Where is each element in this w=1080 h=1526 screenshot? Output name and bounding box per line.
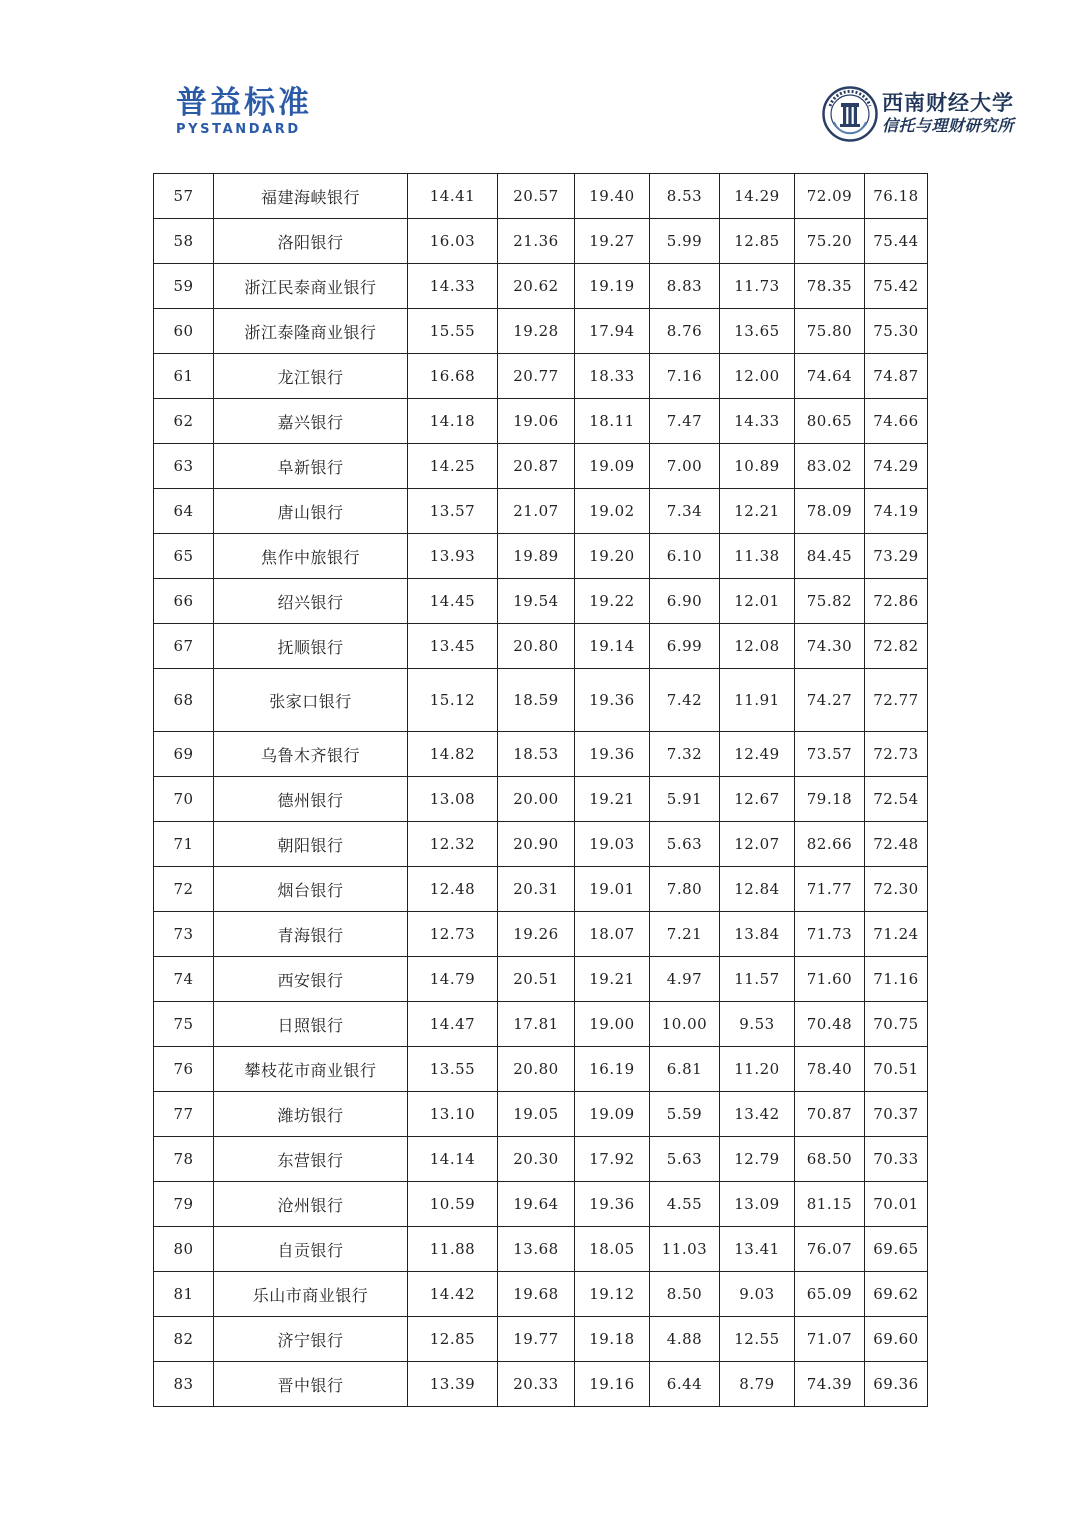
score-cell-4: 10.00 (650, 1002, 720, 1047)
score-cell-2: 20.62 (498, 264, 575, 309)
bank-name-cell: 嘉兴银行 (214, 399, 408, 444)
score-cell-2: 20.87 (498, 444, 575, 489)
score-cell-3: 19.09 (575, 444, 650, 489)
total-score-cell: 72.82 (865, 624, 928, 669)
table-row (154, 1362, 928, 1407)
score-cell-5: 12.07 (720, 822, 795, 867)
score-cell-3: 19.36 (575, 1182, 650, 1227)
score-cell-2: 19.28 (498, 309, 575, 354)
score-cell-1: 13.10 (408, 1092, 498, 1137)
score-cell-3: 19.00 (575, 1002, 650, 1047)
score-cell-6: 78.40 (795, 1047, 865, 1092)
score-cell-3: 18.11 (575, 399, 650, 444)
rank-cell: 71 (154, 822, 214, 867)
total-score-cell: 75.42 (865, 264, 928, 309)
bank-name-cell: 浙江民泰商业银行 (214, 264, 408, 309)
score-cell-6: 78.35 (795, 264, 865, 309)
bank-name-cell: 晋中银行 (214, 1362, 408, 1407)
bank-name-cell: 龙江银行 (214, 354, 408, 399)
score-cell-2: 19.64 (498, 1182, 575, 1227)
score-cell-1: 13.45 (408, 624, 498, 669)
table-row (154, 579, 928, 624)
score-cell-2: 19.06 (498, 399, 575, 444)
rank-cell: 81 (154, 1272, 214, 1317)
score-cell-3: 19.21 (575, 957, 650, 1002)
score-cell-4: 7.00 (650, 444, 720, 489)
bank-name-cell: 日照银行 (214, 1002, 408, 1047)
score-cell-1: 13.39 (408, 1362, 498, 1407)
bank-name-cell: 青海银行 (214, 912, 408, 957)
rank-cell: 57 (154, 174, 214, 219)
score-cell-1: 13.57 (408, 489, 498, 534)
rank-cell: 73 (154, 912, 214, 957)
table-row (154, 1092, 928, 1137)
score-cell-3: 19.19 (575, 264, 650, 309)
score-cell-4: 4.97 (650, 957, 720, 1002)
score-cell-4: 7.34 (650, 489, 720, 534)
score-cell-4: 5.63 (650, 822, 720, 867)
bank-name-cell: 焦作中旅银行 (214, 534, 408, 579)
table-row (154, 264, 928, 309)
score-cell-5: 12.79 (720, 1137, 795, 1182)
rank-cell: 68 (154, 669, 214, 732)
bank-name-cell: 福建海峡银行 (214, 174, 408, 219)
total-score-cell: 72.73 (865, 732, 928, 777)
total-score-cell: 70.01 (865, 1182, 928, 1227)
table-row (154, 1002, 928, 1047)
logo-english-text: PYSTANDARD (176, 122, 301, 137)
university-name: 西南财经大学 (882, 90, 1014, 115)
score-cell-3: 19.20 (575, 534, 650, 579)
score-cell-1: 14.45 (408, 579, 498, 624)
score-cell-4: 8.50 (650, 1272, 720, 1317)
score-cell-2: 20.77 (498, 354, 575, 399)
score-cell-3: 19.40 (575, 174, 650, 219)
bank-name-cell: 西安银行 (214, 957, 408, 1002)
bank-ranking-table (153, 173, 928, 1407)
bank-name-cell: 自贡银行 (214, 1227, 408, 1272)
table-row (154, 399, 928, 444)
total-score-cell: 69.36 (865, 1362, 928, 1407)
rank-cell: 82 (154, 1317, 214, 1362)
total-score-cell: 70.75 (865, 1002, 928, 1047)
total-score-cell: 75.30 (865, 309, 928, 354)
table-row (154, 534, 928, 579)
score-cell-5: 12.84 (720, 867, 795, 912)
table-row (154, 309, 928, 354)
score-cell-3: 19.21 (575, 777, 650, 822)
score-cell-6: 71.60 (795, 957, 865, 1002)
total-score-cell: 71.16 (865, 957, 928, 1002)
score-cell-2: 19.26 (498, 912, 575, 957)
table-row (154, 1227, 928, 1272)
score-cell-5: 12.08 (720, 624, 795, 669)
bank-name-cell: 浙江泰隆商业银行 (214, 309, 408, 354)
total-score-cell: 72.48 (865, 822, 928, 867)
table-row (154, 219, 928, 264)
score-cell-2: 13.68 (498, 1227, 575, 1272)
score-cell-5: 13.65 (720, 309, 795, 354)
score-cell-6: 84.45 (795, 534, 865, 579)
score-cell-5: 11.20 (720, 1047, 795, 1092)
university-seal-icon (822, 86, 878, 142)
bank-name-cell: 乌鲁木齐银行 (214, 732, 408, 777)
rank-cell: 80 (154, 1227, 214, 1272)
score-cell-4: 6.81 (650, 1047, 720, 1092)
score-cell-5: 14.29 (720, 174, 795, 219)
score-cell-1: 12.85 (408, 1317, 498, 1362)
table-row (154, 1137, 928, 1182)
table-row (154, 624, 928, 669)
score-cell-5: 12.49 (720, 732, 795, 777)
score-cell-3: 19.03 (575, 822, 650, 867)
score-cell-3: 19.14 (575, 624, 650, 669)
score-cell-5: 11.91 (720, 669, 795, 732)
bank-name-cell: 抚顺银行 (214, 624, 408, 669)
table-row (154, 174, 928, 219)
score-cell-2: 21.07 (498, 489, 575, 534)
score-cell-3: 19.01 (575, 867, 650, 912)
score-cell-1: 16.68 (408, 354, 498, 399)
bank-name-cell: 唐山银行 (214, 489, 408, 534)
score-cell-2: 20.51 (498, 957, 575, 1002)
rank-cell: 69 (154, 732, 214, 777)
score-cell-3: 16.19 (575, 1047, 650, 1092)
score-cell-6: 74.64 (795, 354, 865, 399)
score-cell-1: 14.79 (408, 957, 498, 1002)
bank-name-cell: 洛阳银行 (214, 219, 408, 264)
rank-cell: 72 (154, 867, 214, 912)
score-cell-5: 12.67 (720, 777, 795, 822)
score-cell-2: 20.80 (498, 624, 575, 669)
score-cell-3: 18.33 (575, 354, 650, 399)
table-row (154, 867, 928, 912)
score-cell-6: 70.87 (795, 1092, 865, 1137)
score-cell-2: 17.81 (498, 1002, 575, 1047)
score-cell-6: 71.07 (795, 1317, 865, 1362)
table-body (154, 174, 928, 1407)
score-cell-4: 6.90 (650, 579, 720, 624)
score-cell-6: 71.73 (795, 912, 865, 957)
score-cell-3: 17.92 (575, 1137, 650, 1182)
score-cell-5: 12.00 (720, 354, 795, 399)
score-cell-2: 20.00 (498, 777, 575, 822)
score-cell-5: 12.01 (720, 579, 795, 624)
score-cell-1: 13.55 (408, 1047, 498, 1092)
rank-cell: 64 (154, 489, 214, 534)
score-cell-1: 12.48 (408, 867, 498, 912)
rank-cell: 74 (154, 957, 214, 1002)
bank-name-cell: 乐山市商业银行 (214, 1272, 408, 1317)
table-row (154, 957, 928, 1002)
score-cell-2: 19.68 (498, 1272, 575, 1317)
score-cell-2: 19.54 (498, 579, 575, 624)
score-cell-3: 19.36 (575, 732, 650, 777)
rank-cell: 61 (154, 354, 214, 399)
rank-cell: 66 (154, 579, 214, 624)
table-row (154, 1047, 928, 1092)
score-cell-1: 15.55 (408, 309, 498, 354)
table-row (154, 444, 928, 489)
total-score-cell: 71.24 (865, 912, 928, 957)
score-cell-5: 9.53 (720, 1002, 795, 1047)
score-cell-3: 19.22 (575, 579, 650, 624)
rank-cell: 70 (154, 777, 214, 822)
score-cell-2: 21.36 (498, 219, 575, 264)
score-cell-1: 11.88 (408, 1227, 498, 1272)
score-cell-2: 18.53 (498, 732, 575, 777)
score-cell-6: 74.27 (795, 669, 865, 732)
score-cell-3: 18.05 (575, 1227, 650, 1272)
score-cell-6: 65.09 (795, 1272, 865, 1317)
rank-cell: 62 (154, 399, 214, 444)
rank-cell: 78 (154, 1137, 214, 1182)
score-cell-6: 75.80 (795, 309, 865, 354)
score-cell-5: 13.84 (720, 912, 795, 957)
table-row (154, 1272, 928, 1317)
total-score-cell: 70.51 (865, 1047, 928, 1092)
bank-name-cell: 攀枝花市商业银行 (214, 1047, 408, 1092)
score-cell-4: 7.47 (650, 399, 720, 444)
score-cell-1: 14.18 (408, 399, 498, 444)
score-cell-2: 18.59 (498, 669, 575, 732)
table-row (154, 669, 928, 732)
rank-cell: 59 (154, 264, 214, 309)
score-cell-3: 19.02 (575, 489, 650, 534)
rank-cell: 77 (154, 1092, 214, 1137)
score-cell-4: 5.99 (650, 219, 720, 264)
score-cell-6: 72.09 (795, 174, 865, 219)
score-cell-1: 14.82 (408, 732, 498, 777)
score-cell-3: 19.16 (575, 1362, 650, 1407)
score-cell-5: 13.41 (720, 1227, 795, 1272)
total-score-cell: 72.30 (865, 867, 928, 912)
rank-cell: 63 (154, 444, 214, 489)
score-cell-6: 75.82 (795, 579, 865, 624)
rank-cell: 83 (154, 1362, 214, 1407)
total-score-cell: 72.86 (865, 579, 928, 624)
bank-name-cell: 阜新银行 (214, 444, 408, 489)
score-cell-4: 7.42 (650, 669, 720, 732)
score-cell-3: 19.27 (575, 219, 650, 264)
bank-name-cell: 潍坊银行 (214, 1092, 408, 1137)
score-cell-1: 14.42 (408, 1272, 498, 1317)
pystandard-logo (176, 86, 312, 137)
score-cell-2: 20.57 (498, 174, 575, 219)
score-cell-6: 74.30 (795, 624, 865, 669)
score-cell-2: 19.05 (498, 1092, 575, 1137)
score-cell-3: 19.36 (575, 669, 650, 732)
score-cell-5: 12.21 (720, 489, 795, 534)
rank-cell: 67 (154, 624, 214, 669)
score-cell-4: 6.99 (650, 624, 720, 669)
score-cell-6: 82.66 (795, 822, 865, 867)
score-cell-1: 14.25 (408, 444, 498, 489)
score-cell-1: 12.32 (408, 822, 498, 867)
score-cell-4: 7.32 (650, 732, 720, 777)
score-cell-1: 14.14 (408, 1137, 498, 1182)
score-cell-5: 12.85 (720, 219, 795, 264)
total-score-cell: 70.37 (865, 1092, 928, 1137)
table-row (154, 489, 928, 534)
table-row (154, 777, 928, 822)
score-cell-5: 9.03 (720, 1272, 795, 1317)
score-cell-5: 11.38 (720, 534, 795, 579)
bank-name-cell: 朝阳银行 (214, 822, 408, 867)
total-score-cell: 69.60 (865, 1317, 928, 1362)
total-score-cell: 73.29 (865, 534, 928, 579)
score-cell-3: 19.18 (575, 1317, 650, 1362)
score-cell-1: 15.12 (408, 669, 498, 732)
table-row (154, 912, 928, 957)
score-cell-4: 5.63 (650, 1137, 720, 1182)
score-cell-4: 6.44 (650, 1362, 720, 1407)
score-cell-6: 81.15 (795, 1182, 865, 1227)
score-cell-5: 13.09 (720, 1182, 795, 1227)
score-cell-6: 68.50 (795, 1137, 865, 1182)
score-cell-6: 74.39 (795, 1362, 865, 1407)
table-row (154, 822, 928, 867)
score-cell-6: 76.07 (795, 1227, 865, 1272)
total-score-cell: 70.33 (865, 1137, 928, 1182)
rank-cell: 58 (154, 219, 214, 264)
score-cell-3: 19.12 (575, 1272, 650, 1317)
score-cell-4: 4.88 (650, 1317, 720, 1362)
total-score-cell: 76.18 (865, 174, 928, 219)
score-cell-4: 7.16 (650, 354, 720, 399)
score-cell-4: 8.53 (650, 174, 720, 219)
table-row (154, 354, 928, 399)
bank-name-cell: 济宁银行 (214, 1317, 408, 1362)
score-cell-4: 6.10 (650, 534, 720, 579)
score-cell-4: 11.03 (650, 1227, 720, 1272)
total-score-cell: 74.66 (865, 399, 928, 444)
score-cell-3: 18.07 (575, 912, 650, 957)
score-cell-1: 13.08 (408, 777, 498, 822)
score-cell-3: 19.09 (575, 1092, 650, 1137)
total-score-cell: 74.87 (865, 354, 928, 399)
total-score-cell: 69.62 (865, 1272, 928, 1317)
bank-name-cell: 绍兴银行 (214, 579, 408, 624)
score-cell-2: 19.89 (498, 534, 575, 579)
bank-name-cell: 烟台银行 (214, 867, 408, 912)
score-cell-2: 20.31 (498, 867, 575, 912)
institute-name: 信托与理财研究所 (882, 116, 1015, 135)
total-score-cell: 74.19 (865, 489, 928, 534)
score-cell-1: 16.03 (408, 219, 498, 264)
table-row (154, 1317, 928, 1362)
score-cell-2: 20.90 (498, 822, 575, 867)
score-cell-4: 7.21 (650, 912, 720, 957)
rank-cell: 76 (154, 1047, 214, 1092)
score-cell-2: 19.77 (498, 1317, 575, 1362)
logo-chinese-text: 普益标准 (176, 85, 312, 121)
university-logo (822, 86, 1014, 142)
score-cell-5: 11.73 (720, 264, 795, 309)
total-score-cell: 72.77 (865, 669, 928, 732)
score-cell-4: 5.59 (650, 1092, 720, 1137)
score-cell-1: 14.47 (408, 1002, 498, 1047)
bank-name-cell: 东营银行 (214, 1137, 408, 1182)
score-cell-6: 71.77 (795, 867, 865, 912)
score-cell-4: 8.76 (650, 309, 720, 354)
score-cell-1: 14.33 (408, 264, 498, 309)
score-cell-6: 83.02 (795, 444, 865, 489)
score-cell-1: 13.93 (408, 534, 498, 579)
total-score-cell: 69.65 (865, 1227, 928, 1272)
score-cell-5: 11.57 (720, 957, 795, 1002)
score-cell-4: 4.55 (650, 1182, 720, 1227)
table-row (154, 732, 928, 777)
rank-cell: 75 (154, 1002, 214, 1047)
score-cell-2: 20.80 (498, 1047, 575, 1092)
score-cell-5: 8.79 (720, 1362, 795, 1407)
bank-name-cell: 张家口银行 (214, 669, 408, 732)
bank-name-cell: 沧州银行 (214, 1182, 408, 1227)
score-cell-1: 10.59 (408, 1182, 498, 1227)
score-cell-2: 20.30 (498, 1137, 575, 1182)
score-cell-1: 12.73 (408, 912, 498, 957)
score-cell-5: 12.55 (720, 1317, 795, 1362)
score-cell-6: 73.57 (795, 732, 865, 777)
score-cell-2: 20.33 (498, 1362, 575, 1407)
score-cell-4: 5.91 (650, 777, 720, 822)
score-cell-5: 13.42 (720, 1092, 795, 1137)
bank-name-cell: 德州银行 (214, 777, 408, 822)
score-cell-1: 14.41 (408, 174, 498, 219)
rank-cell: 60 (154, 309, 214, 354)
rank-cell: 65 (154, 534, 214, 579)
score-cell-6: 79.18 (795, 777, 865, 822)
score-cell-4: 7.80 (650, 867, 720, 912)
score-cell-6: 78.09 (795, 489, 865, 534)
total-score-cell: 75.44 (865, 219, 928, 264)
score-cell-3: 17.94 (575, 309, 650, 354)
score-cell-6: 70.48 (795, 1002, 865, 1047)
table-row (154, 1182, 928, 1227)
score-cell-4: 8.83 (650, 264, 720, 309)
score-cell-6: 80.65 (795, 399, 865, 444)
total-score-cell: 74.29 (865, 444, 928, 489)
total-score-cell: 72.54 (865, 777, 928, 822)
score-cell-6: 75.20 (795, 219, 865, 264)
score-cell-5: 10.89 (720, 444, 795, 489)
score-cell-5: 14.33 (720, 399, 795, 444)
rank-cell: 79 (154, 1182, 214, 1227)
